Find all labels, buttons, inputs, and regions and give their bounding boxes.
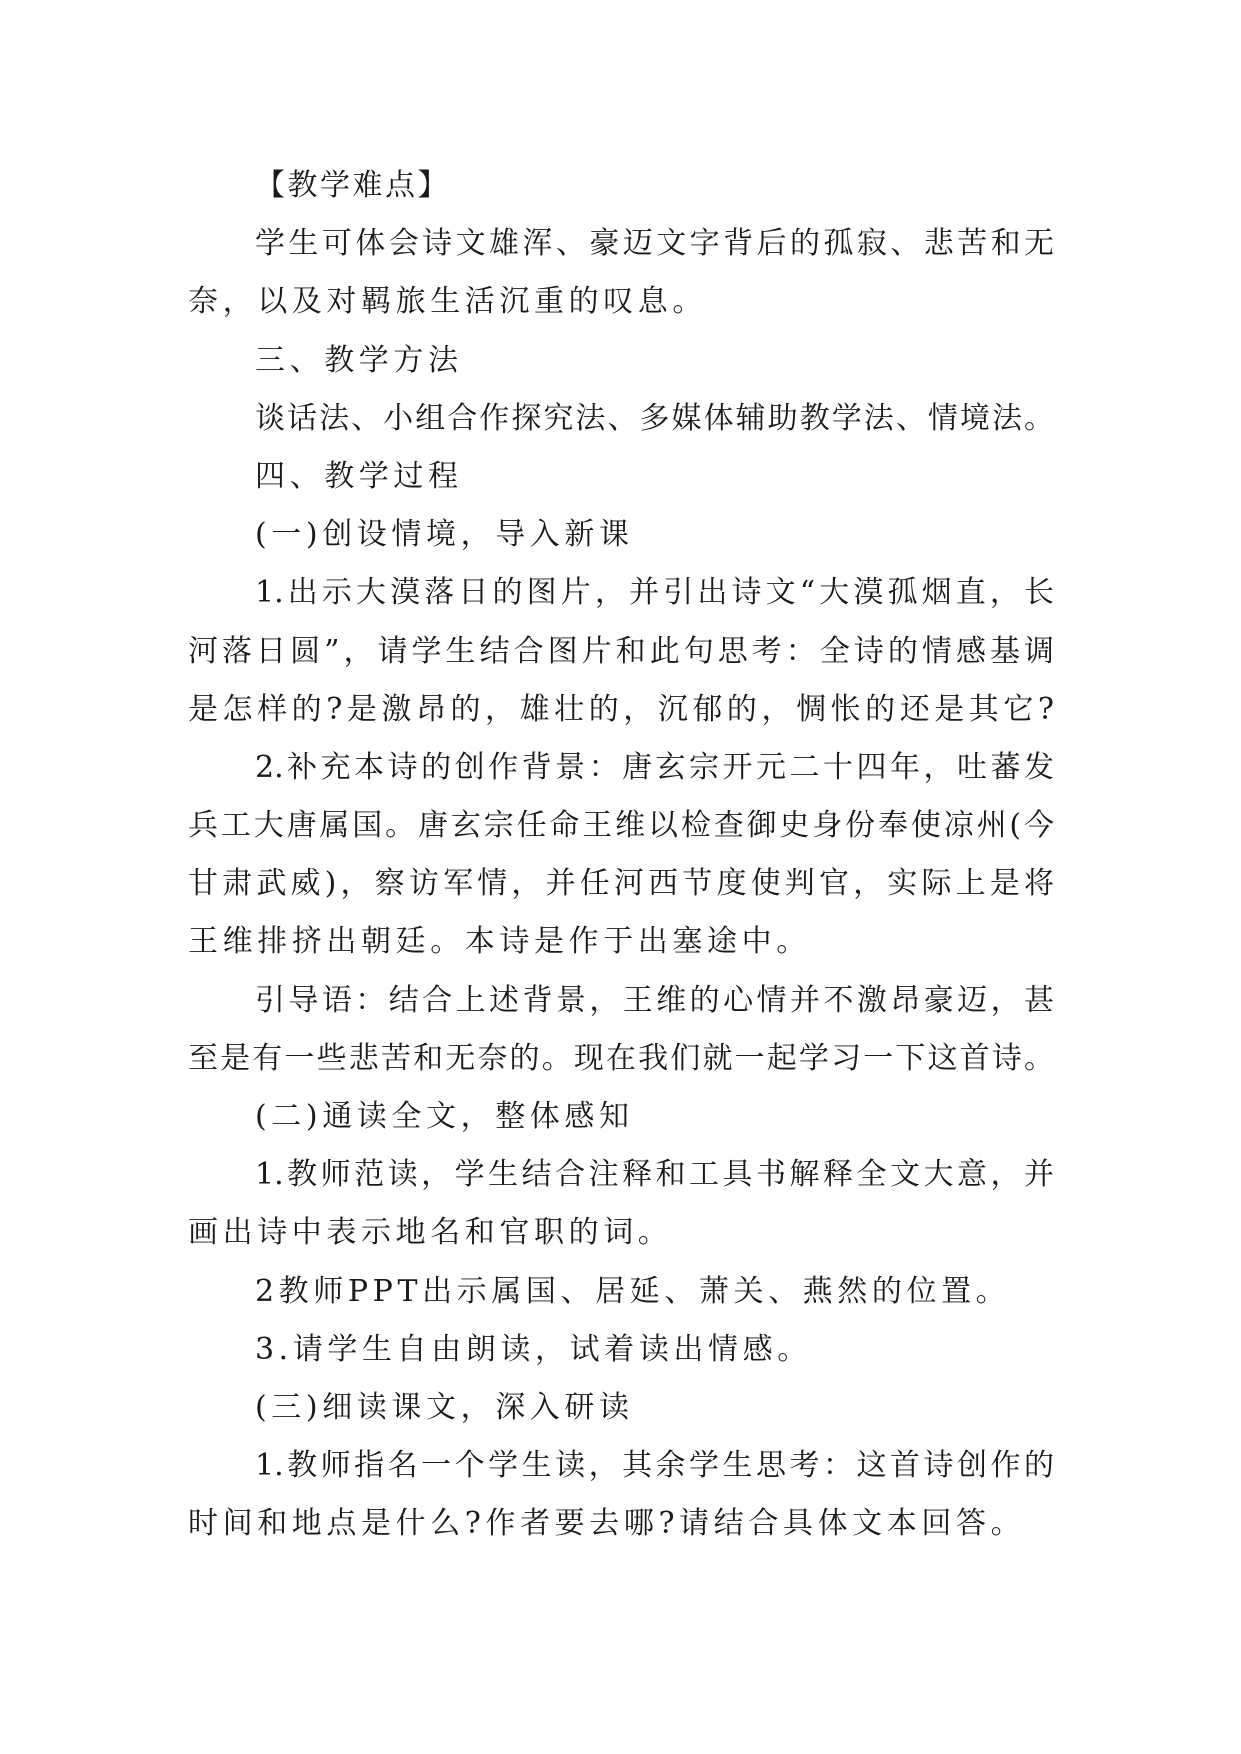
section-heading-teaching-method: 三、教学方法	[255, 342, 463, 378]
subsection-heading: (一)创设情境，导入新课	[255, 517, 634, 553]
paragraph-line: 王维排挤出朝廷。本诗是作于出塞途中。	[188, 924, 811, 960]
paragraph-line: 1.出示大漠落日的图片，并引出诗文“大漠孤烟直，长	[255, 575, 1054, 611]
paragraph-line: 甘肃武威)，察访军情，并任河西节度使判官，实际上是将	[188, 866, 1054, 902]
paragraph-line: 至是有一些悲苦和无奈的。现在我们就一起学习一下这首诗。	[188, 1040, 1054, 1076]
paragraph-line: 奈，以及对羁旅生活沉重的叹息。	[188, 284, 707, 320]
section-heading-teaching-process: 四、教学过程	[255, 458, 463, 494]
paragraph-line: 学生可体会诗文雄浑、豪迈文字背后的孤寂、悲苦和无	[255, 226, 1054, 262]
paragraph-line: 河落日圆”，请学生结合图片和此句思考：全诗的情感基调	[188, 633, 1054, 669]
paragraph-line: 兵工大唐属国。唐玄宗任命王维以检查御史身份奉使凉州(今	[188, 808, 1054, 844]
document-body	[188, 157, 1054, 1554]
paragraph-line: 引导语：结合上述背景，王维的心情并不激昂豪迈，甚	[255, 982, 1054, 1018]
paragraph-line: 画出诗中表示地名和官职的词。	[188, 1215, 673, 1251]
paragraph-line: 时间和地点是什么?作者要去哪?请结合具体文本回答。	[188, 1506, 1026, 1542]
paragraph-line: 2教师PPT出示属国、居延、萧关、燕然的位置。	[255, 1273, 1011, 1309]
paragraph-line: 谈话法、小组合作探究法、多媒体辅助教学法、情境法。	[255, 400, 1054, 436]
section-heading-teaching-difficulty: 【教学难点】	[255, 168, 450, 203]
paragraph-line: 1.教师范读，学生结合注释和工具书解释全文大意，并	[255, 1157, 1054, 1193]
paragraph-line: 是怎样的?是激昂的，雄壮的，沉郁的，惆怅的还是其它?	[188, 691, 1054, 727]
paragraph-line: 2.补充本诗的创作背景：唐玄宗开元二十四年，吐蕃发	[255, 749, 1054, 785]
subsection-heading: (三)细读课文，深入研读	[255, 1389, 634, 1425]
paragraph-line: 3.请学生自由朗读，试着读出情感。	[255, 1331, 812, 1367]
subsection-heading: (二)通读全文，整体感知	[255, 1099, 634, 1134]
paragraph-line: 1.教师指名一个学生读，其余学生思考：这首诗创作的	[255, 1448, 1054, 1484]
